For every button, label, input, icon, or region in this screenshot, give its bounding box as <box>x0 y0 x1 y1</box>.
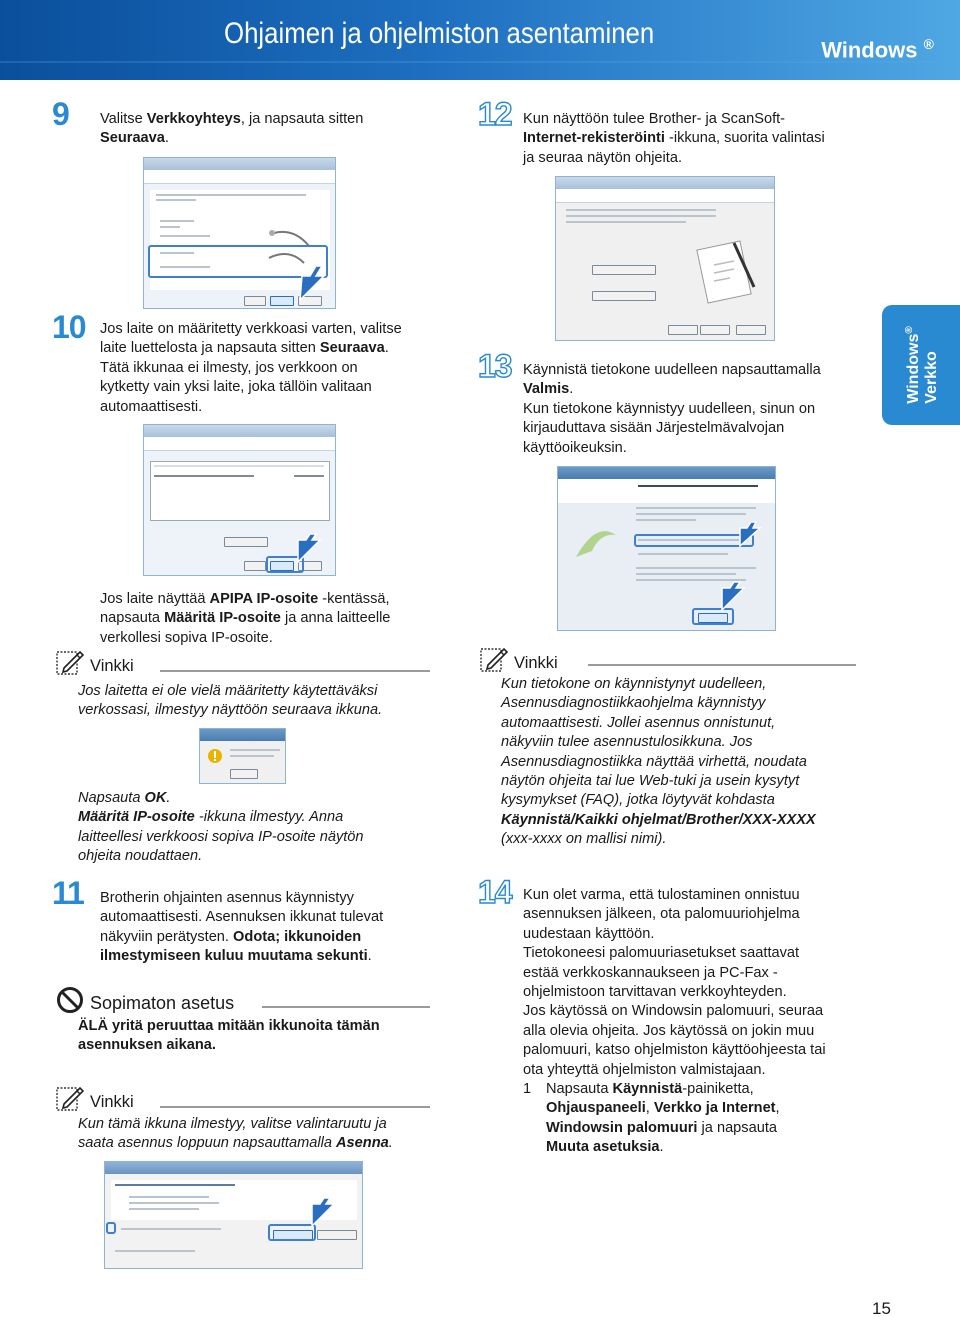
step-14-substep-number: 1 <box>523 1081 532 1097</box>
note-1-text: Jos laitetta ei ole vielä määritetty käytettäväksi verkossasi, ilmestyy näyttöön seuraava ikkuna. <box>78 683 383 719</box>
note-1-followup: Napsauta OK. Määritä IP-osoite -ikkuna ilmestyy. Anna laitteellesi verkkoosi sopiva IP-osoite näytön ohjeita noudattaen. <box>78 790 364 865</box>
warning-icon <box>206 747 224 765</box>
note-hint-4: Vinkki <box>480 645 558 673</box>
prohibited-icon <box>56 986 84 1014</box>
header-os-label: Windows ® <box>821 36 934 63</box>
step-9-text: Valitse Verkkoyhteys, ja napsauta sitten Seuraava. <box>100 111 364 147</box>
note-divider <box>160 670 430 672</box>
step-10-text: Jos laite on määritetty verkkoasi varten, valitse laite luettelosta ja napsauta sitten Seuraava. Tätä ikkunaa ei ilmesty, jos verkkoon on kytketty vain yksi laite, joka tällöin valitaan automaattisesti. <box>100 321 402 415</box>
step-number-14: 14 <box>478 874 512 910</box>
side-tab-windows-network <box>882 305 960 425</box>
document-pen-illustration <box>694 235 764 305</box>
page-title: Ohjaimen ja ohjelmiston asentaminen <box>224 17 655 50</box>
step-11-text: Brotherin ohjainten asennus käynnistyy automaattisesti. Asennuksen ikkunat tulevat näkyviin perätysten. Odota; ikkunoiden ilmestymiseen kuluu muutama sekunti. <box>100 890 384 965</box>
pencil-note-icon <box>56 1084 84 1112</box>
step-14-substep-text: Napsauta Käynnistä-painiketta, Ohjauspaneeli, Verkko ja Internet, Windowsin palomuuri ja napsauta Muuta asetuksia. <box>546 1081 780 1156</box>
step-number-12: 12 <box>478 96 512 132</box>
arrow-cursor-icon <box>714 580 750 612</box>
arrow-cursor-icon <box>304 1196 340 1228</box>
note-4-text: Kun tietokone on käynnistynyt uudelleen, Asennusdiagnostiikkaohjelma käynnistyy automaattisesti. Jollei asennus onnistunut, näkyviin tulee asennustulosikkuna. Jos Asennusdiagnostiikka näyttää virhettä, noudata näytön ohjeita tai lue Web-tuki ja usein kysytyt kysymykset (FAQ), jotka löytyvät kohdasta Käynnistä/Kaikki ohjelmat/Brother/XXX-XXXX (xxx-xxxx on mallisi nimi). <box>501 676 816 848</box>
highlight-checkbox <box>106 1222 116 1234</box>
step-13-text: Käynnistä tietokone uudelleen napsauttamalla Valmis. Kun tietokone käynnistyy uudelleen, sinun on kirjauduttava sisään Järjestelmävalvojan käyttöoikeuksin. <box>523 362 821 456</box>
brother-logo-swirl <box>570 517 622 569</box>
note-divider <box>160 1106 430 1108</box>
side-tab-label: Windows® Verkko <box>903 326 941 404</box>
step-number-11: 11 <box>52 875 84 911</box>
pencil-note-icon <box>480 645 508 673</box>
step-10-apipa-text: Jos laite näyttää APIPA IP-osoite -kentässä, napsauta Määritä IP-osoite ja anna laitteelle verkollesi sopiva IP-osoite. <box>100 591 391 646</box>
note-2-text: ÄLÄ yritä peruuttaa mitään ikkunoita tämän asennuksen aikana. <box>78 1018 380 1054</box>
page-number: 15 <box>872 1299 891 1317</box>
arrow-cursor-icon <box>290 532 326 564</box>
note-divider <box>262 1006 430 1008</box>
step-number-13: 13 <box>478 348 512 384</box>
arrow-cursor-icon <box>288 262 328 302</box>
note-hint-3: Vinkki <box>56 1084 134 1112</box>
note-divider <box>588 664 856 666</box>
screenshot-internet-registration <box>555 176 775 341</box>
arrow-cursor-icon <box>734 520 764 548</box>
step-number-10: 10 <box>52 309 86 345</box>
pencil-note-icon <box>56 648 84 676</box>
header-band <box>0 0 960 80</box>
note-hint-1: Vinkki <box>56 648 134 676</box>
note-3-text: Kun tämä ikkuna ilmestyy, valitse valintaruutu ja saata asennus loppuun napsauttamalla Asenna. <box>78 1116 393 1152</box>
step-number-9: 9 <box>52 96 69 132</box>
note-improper-setting: Sopimaton asetus <box>56 986 234 1014</box>
step-12-text: Kun näyttöön tulee Brother- ja ScanSoft- Internet-rekisteröinti -ikkuna, suorita valintasi ja seuraa näytön ohjeita. <box>523 111 825 166</box>
screenshot-ip-dialog <box>199 728 286 784</box>
step-14-text: Kun olet varma, että tulostaminen onnistuu asennuksen jälkeen, ota palomuuriohjelma uudestaan käyttöön. Tietokoneesi palomuuriasetukset saattavat estää verkkoskannaukseen ja PC-Fax - ohjelmistoon tarvittavan verkkoyhteyden. Jos käytössä on Windowsin palomuuri, seuraa alla olevia ohjeita. Jos käytössä on jokin muu palomuuri, katso ohjelmiston käyttöohjeesta tai ota yhteyttä ohjelmiston valmistajaan. <box>523 887 826 1078</box>
